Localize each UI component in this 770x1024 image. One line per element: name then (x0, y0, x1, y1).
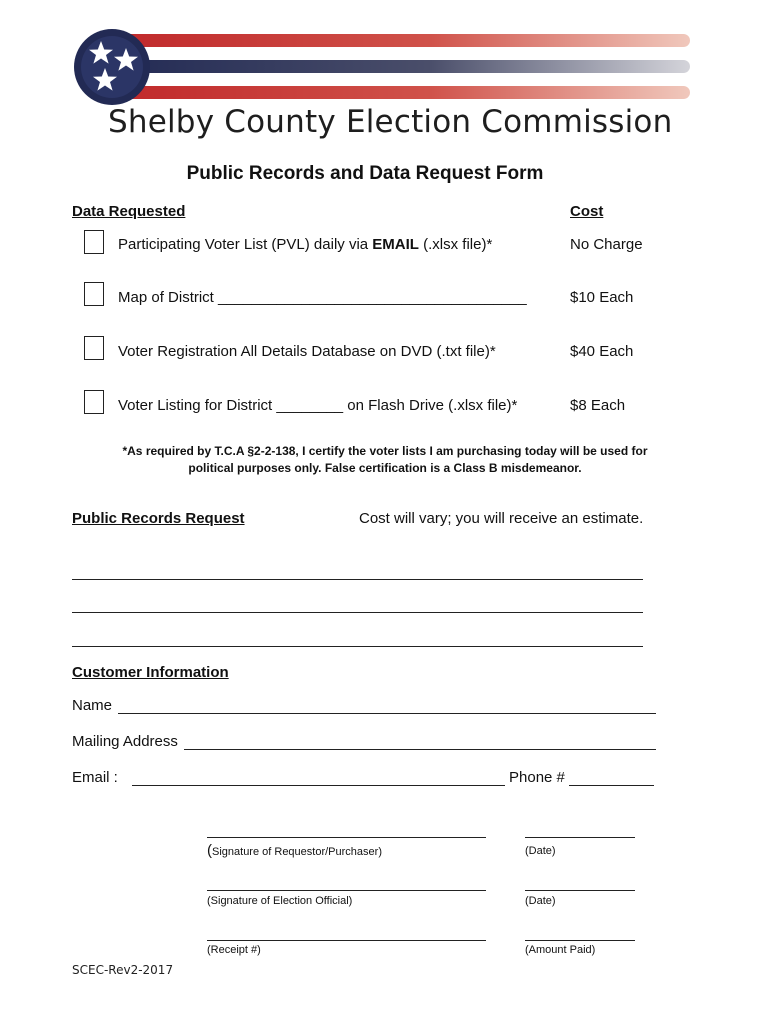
checkbox-voter-listing-flash-drive[interactable] (84, 390, 104, 414)
name-label: Name (72, 697, 113, 714)
receipt-caption: (Receipt #) (207, 944, 261, 956)
date-caption-2: (Date) (525, 895, 556, 907)
amount-paid-caption: (Amount Paid) (525, 944, 596, 956)
tri-star-seal-icon (73, 28, 151, 106)
mailing-address-label: Mailing Address (72, 733, 178, 750)
form-title: Public Records and Data Request Form (186, 163, 544, 184)
request-line-3[interactable] (72, 646, 643, 647)
certification-notice (60, 443, 710, 477)
organization-name: Shelby County Election Commission (108, 104, 673, 140)
receipt-line[interactable] (207, 940, 486, 941)
date-caption-1: (Date) (525, 845, 556, 857)
logo-stripe-red-bottom (110, 86, 690, 99)
amount-paid-line[interactable] (525, 940, 635, 941)
notice-line-2: political purposes only. False certification is a Class B misdemeanor. (188, 461, 582, 475)
email-label: Email : (72, 769, 118, 786)
checkbox-voter-registration-dvd[interactable] (84, 336, 104, 360)
phone-field[interactable] (569, 785, 654, 786)
item-cost-pvl: No Charge (570, 236, 643, 253)
phone-label: Phone # (509, 769, 565, 786)
public-records-cost-note: Cost will vary; you will receive an estimate. (359, 510, 644, 527)
item-label-pvl: Participating Voter List (PVL) daily via EMAIL (.xlsx file)* (118, 236, 493, 253)
requestor-signature-line[interactable] (207, 837, 486, 838)
request-line-1[interactable] (72, 579, 643, 580)
checkbox-pvl-email[interactable] (84, 230, 104, 254)
item-label-voter-listing: Voter Listing for District ________ on Flash Drive (.xlsx file)* (118, 397, 518, 414)
official-signature-caption: (Signature of Election Official) (207, 895, 353, 907)
item-cost-voter-listing: $8 Each (570, 397, 626, 414)
item-label-map: Map of District _____________________________________ (118, 289, 527, 306)
public-records-heading: Public Records Request (72, 510, 245, 527)
notice-line-1: *As required by T.C.A §2-2-138, I certify the voter lists I am purchasing today will be used for (122, 444, 648, 458)
logo-stripe-red-top (110, 34, 690, 47)
name-field[interactable] (118, 713, 656, 714)
data-requested-heading: Data Requested (72, 203, 186, 220)
item-cost-map: $10 Each (570, 289, 634, 306)
checkbox-map-of-district[interactable] (84, 282, 104, 306)
request-line-2[interactable] (72, 612, 643, 613)
mailing-address-field[interactable] (184, 749, 656, 750)
customer-info-heading: Customer Information (72, 664, 229, 681)
email-field[interactable] (132, 785, 505, 786)
cost-heading: Cost (570, 203, 604, 220)
date-line-1[interactable] (525, 837, 635, 838)
official-signature-line[interactable] (207, 890, 486, 891)
logo-stripe-navy (110, 60, 690, 73)
item-cost-voter-registration: $40 Each (570, 343, 634, 360)
form-revision-id: SCEC-Rev2-2017 (72, 963, 174, 977)
requestor-signature-caption: (Signature of Requestor/Purchaser) (207, 842, 382, 859)
item-label-voter-registration: Voter Registration All Details Database on DVD (.txt file)* (118, 343, 496, 360)
date-line-2[interactable] (525, 890, 635, 891)
